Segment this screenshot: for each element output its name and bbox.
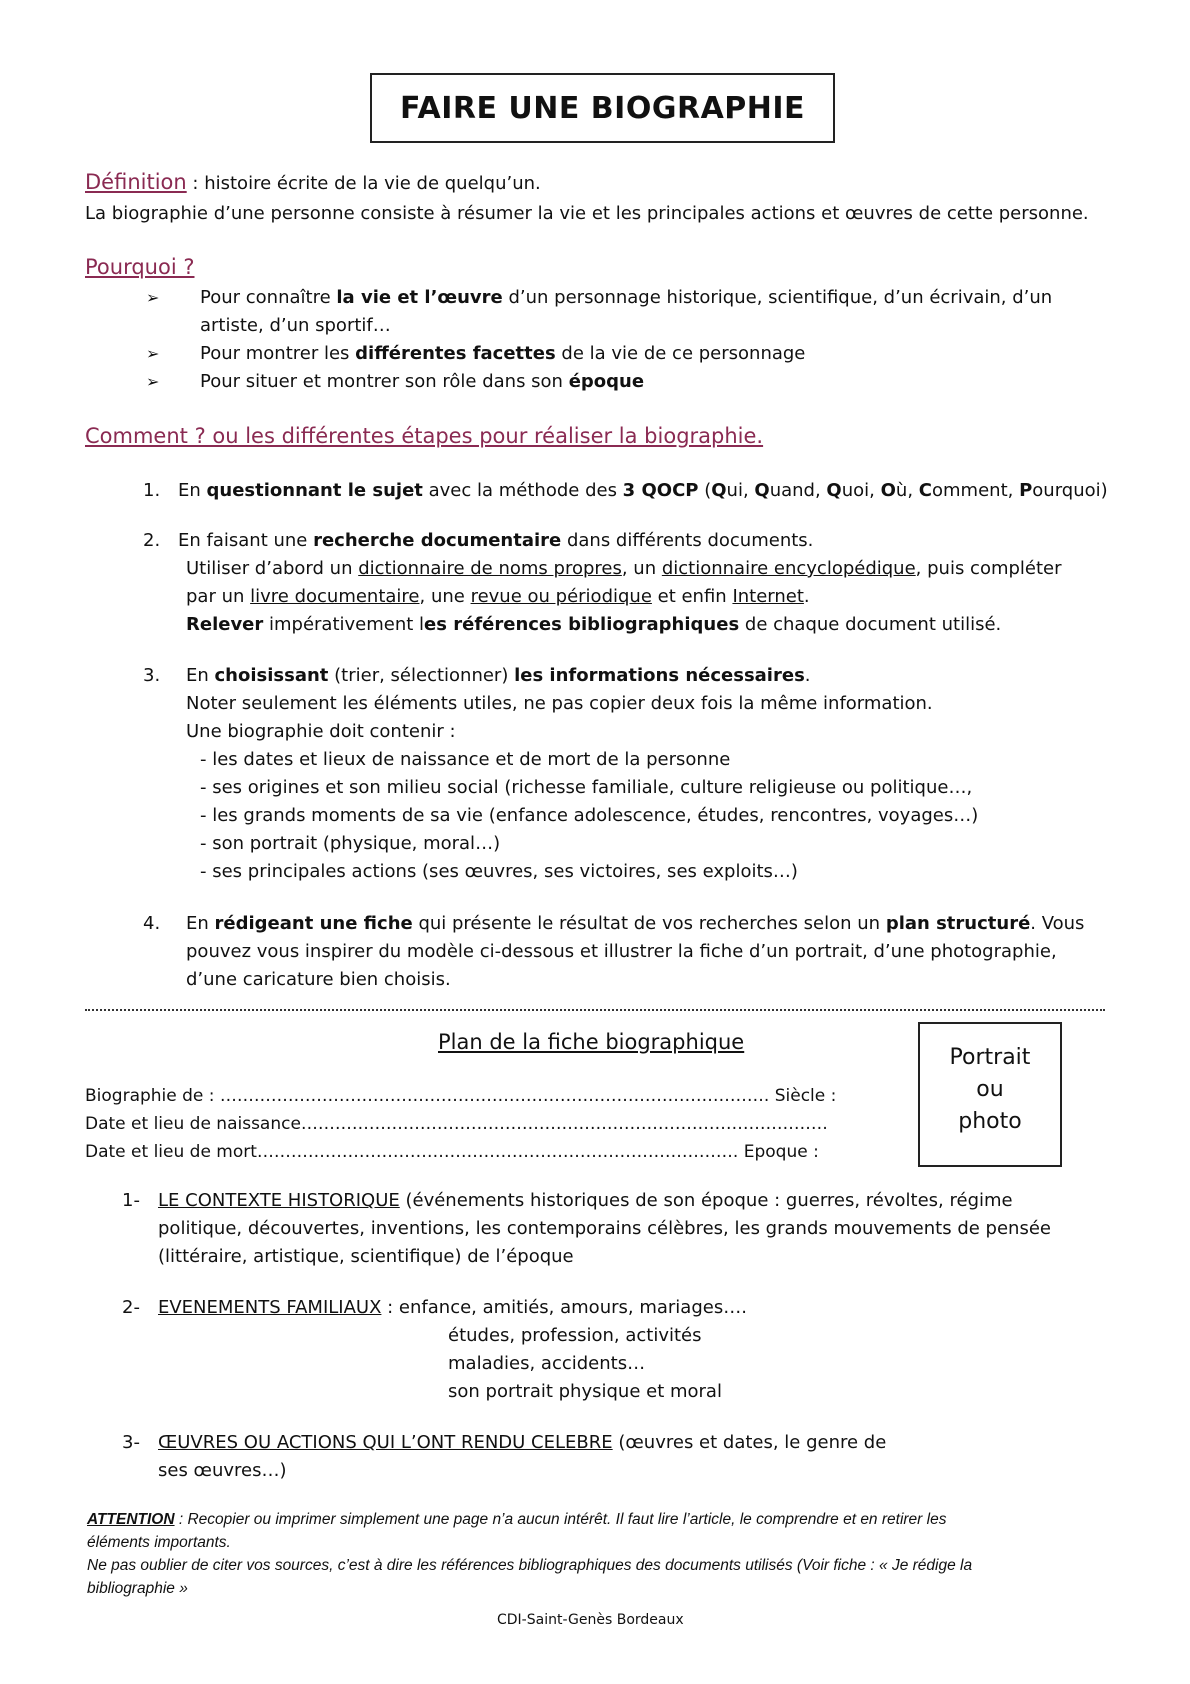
attention-line1: ATTENTION : Recopier ou imprimer simplement une page n’a aucun intérêt. Il faut lire l’article, le comprendre et en retirer les <box>87 1511 947 1528</box>
page-title: FAIRE UNE BIOGRAPHIE <box>370 73 835 143</box>
step-2-number: 2. <box>143 530 161 551</box>
plan-item-3-number: 3- <box>122 1432 140 1453</box>
step-1-text: En questionnant le sujet avec la méthode des 3 QOCP (Qui, Quand, Quoi, Où, Comment, Pourquoi) <box>178 480 1108 501</box>
step-4-number: 4. <box>143 913 161 934</box>
field-naissance: Date et lieu de naissance………………………………………………………………………………… <box>85 1114 828 1134</box>
portrait-label: Portrait <box>949 1045 1031 1070</box>
arrow-bullet-icon: ➢ <box>146 288 160 307</box>
pourquoi-item-1: Pour connaître la vie et l’œuvre d’un personnage historique, scientifique, d’un écrivain, d’un <box>200 287 1053 308</box>
definition-heading: Définition <box>85 170 187 194</box>
pourquoi-item-3: Pour situer et montrer son rôle dans son époque <box>200 371 645 392</box>
step-2-line2: Utiliser d’abord un dictionnaire de noms propres, un dictionnaire encyclopédique, puis compléter <box>186 558 1062 579</box>
attention-line3: Ne pas oublier de citer vos sources, c’est à dire les références bibliographiques des documents utilisés (Voir fiche : « Je rédige la <box>87 1557 973 1574</box>
portrait-box <box>918 1022 1062 1167</box>
list-item: - les dates et lieux de naissance et de mort de la personne <box>200 749 731 770</box>
plan-item-2-number: 2- <box>122 1297 140 1318</box>
step-4-line2: pouvez vous inspirer du modèle ci-dessous et illustrer la fiche d’un portrait, d’une photographie, <box>186 941 1057 962</box>
plan-heading: Plan de la fiche biographique <box>438 1030 745 1054</box>
step-3-text: En choisissant (trier, sélectionner) les informations nécessaires. <box>186 665 811 686</box>
step-4-line3: d’une caricature bien choisis. <box>186 969 451 990</box>
plan-item-3: ŒUVRES OU ACTIONS QUI L’ONT RENDU CELEBRE (œuvres et dates, le genre de <box>158 1432 887 1453</box>
step-1-number: 1. <box>143 480 161 501</box>
arrow-bullet-icon: ➢ <box>146 372 160 391</box>
plan-item-2-line2: études, profession, activités <box>448 1325 702 1346</box>
attention-label: ATTENTION <box>87 1511 175 1528</box>
arrow-bullet-icon: ➢ <box>146 344 160 363</box>
field-mort: Date et lieu de mort…………………………………………………………………………. Epoque : <box>85 1142 819 1162</box>
list-item: - ses origines et son milieu social (richesse familiale, culture religieuse ou politique…, <box>200 777 973 798</box>
portrait-label: photo <box>958 1109 1022 1134</box>
step-2-text: En faisant une recherche documentaire dans différents documents. <box>178 530 814 551</box>
dotted-separator <box>85 997 1105 1011</box>
pourquoi-item-1-cont: artiste, d’un sportif… <box>200 315 391 336</box>
definition-line <box>85 170 541 194</box>
attention-line4: bibliographie » <box>87 1580 188 1597</box>
comment-heading: Comment ? ou les différentes étapes pour réaliser la biographie. <box>85 424 764 448</box>
definition-line2: La biographie d’une personne consiste à résumer la vie et les principales actions et œuvres de cette personne. <box>85 203 1089 224</box>
list-item: - les grands moments de sa vie (enfance adolescence, études, rencontres, voyages…) <box>200 805 979 826</box>
step-4-text: En rédigeant une fiche qui présente le résultat de vos recherches selon un plan structuré. Vous <box>186 913 1085 934</box>
plan-item-1-line2: politique, découvertes, inventions, les contemporains célèbres, les grands mouvements de pensée <box>158 1218 1051 1239</box>
plan-item-1: LE CONTEXTE HISTORIQUE (événements historiques de son époque : guerres, révoltes, régime <box>158 1190 1013 1211</box>
pourquoi-heading: Pourquoi ? <box>85 255 195 279</box>
plan-item-3-line2: ses œuvres…) <box>158 1460 287 1481</box>
plan-item-1-number: 1- <box>122 1190 140 1211</box>
definition-text: : histoire écrite de la vie de quelqu’un. <box>186 173 541 194</box>
pourquoi-item-2: Pour montrer les différentes facettes de la vie de ce personnage <box>200 343 806 364</box>
step-3-line2: Noter seulement les éléments utiles, ne pas copier deux fois la même information. <box>186 693 933 714</box>
attention-line2: éléments importants. <box>87 1534 231 1551</box>
list-item: - son portrait (physique, moral…) <box>200 833 501 854</box>
list-item: - ses principales actions (ses œuvres, ses victoires, ses exploits…) <box>200 861 798 882</box>
footer-credit: CDI-Saint-Genès Bordeaux <box>497 1612 684 1628</box>
portrait-label: ou <box>976 1077 1004 1102</box>
step-2-line3: par un livre documentaire, une revue ou périodique et enfin Internet. <box>186 586 810 607</box>
step-3-line3: Une biographie doit contenir : <box>186 721 456 742</box>
plan-item-1-line3: (littéraire, artistique, scientifique) de l’époque <box>158 1246 574 1267</box>
plan-item-2-line4: son portrait physique et moral <box>448 1381 722 1402</box>
step-3-number: 3. <box>143 665 161 686</box>
plan-item-2: EVENEMENTS FAMILIAUX : enfance, amitiés, amours, mariages…. <box>158 1297 747 1318</box>
plan-item-2-line3: maladies, accidents… <box>448 1353 646 1374</box>
field-biographie: Biographie de : ……………………………………………………………………………………. Siècle : <box>85 1086 837 1106</box>
step-2-line4: Relever impérativement les références bibliographiques de chaque document utilisé. <box>186 614 1002 635</box>
